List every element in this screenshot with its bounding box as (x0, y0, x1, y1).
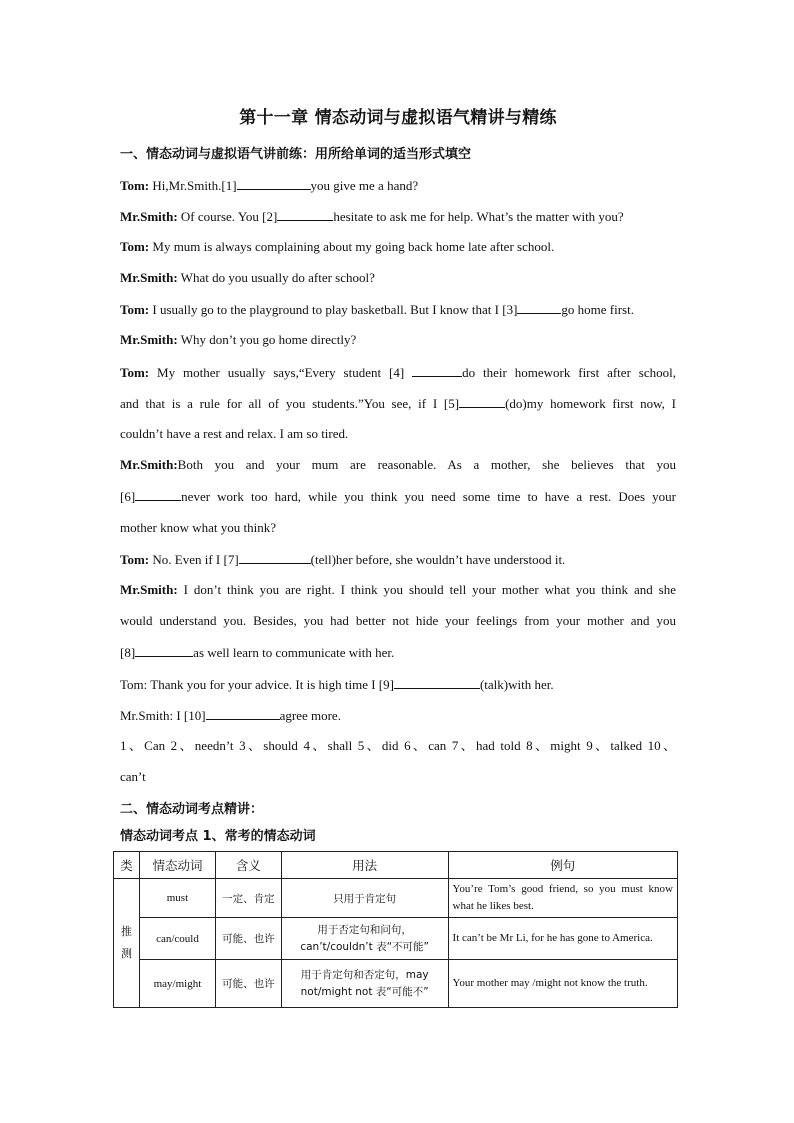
table-row (114, 879, 678, 918)
dialogue-line: Tom: No. Even if I [7] (tell)her before, she wouldn’t have understood it. (120, 552, 566, 567)
header-category: 类 (114, 852, 140, 879)
speaker: Tom: (120, 365, 150, 380)
usage-cell: 用于肯定句和否定句，may not/might not 表“可能不” (281, 960, 448, 1008)
chapter-title: 第十一章 情态动词与虚拟语气精讲与精练 (239, 108, 557, 128)
blank-7[interactable] (239, 550, 311, 564)
blank-4[interactable] (412, 363, 462, 377)
dialogue-line: Mr.Smith: I [10] agree more. (120, 708, 341, 723)
dialogue-line: mother know what you think? (120, 520, 276, 535)
speaker: Mr.Smith: (120, 332, 178, 347)
subsection-heading: 情态动词考点 1、常考的情态动词 (120, 829, 316, 844)
speaker: Mr.Smith: (120, 270, 178, 285)
example-cell: You’re Tom’s good friend, so you must know what he likes best. (448, 879, 677, 918)
speaker: Tom: (120, 239, 150, 254)
dialogue-line: Mr.Smith: Why don’t you go home directly? (120, 332, 357, 347)
dialogue-line: couldn’t have a rest and relax. I am so tired. (120, 426, 349, 441)
table-header-row (114, 852, 678, 879)
blank-5[interactable] (459, 394, 505, 408)
meaning-cell: 可能、也许 (215, 960, 281, 1008)
dialogue-line: Tom: My mum is always complaining about my going back home late after school. (120, 239, 555, 254)
usage-cell: 只用于肯定句 (281, 879, 448, 918)
meaning-cell: 一定、肯定 (215, 879, 281, 918)
dialogue-line: Mr.Smith: I don’t think you are right. I think you should tell your mother what you think and she (120, 582, 676, 597)
speaker: Tom: (120, 178, 150, 193)
dialogue-line: would understand you. Besides, you had better not hide your feelings from your mother and you (120, 613, 676, 628)
header-example: 例句 (448, 852, 677, 879)
speaker: Mr.Smith: (120, 582, 178, 597)
dialogue-line: Mr.Smith: What do you usually do after school? (120, 270, 375, 285)
section2-heading: 二、情态动词考点精讲： (120, 802, 264, 817)
blank-10[interactable] (206, 706, 280, 720)
header-meaning: 含义 (215, 852, 281, 879)
section1-heading: 一、情态动词与虚拟语气讲前练：用所给单词的适当形式填空 (120, 147, 472, 162)
dialogue-line: Mr.Smith: Of course. You [2] hesitate to ask me for help. What’s the matter with you? (120, 209, 624, 224)
answer-key-continued: can’t (120, 769, 146, 784)
verb-cell: must (139, 879, 215, 918)
speaker: Tom: (120, 552, 150, 567)
speaker: Tom: (120, 302, 150, 317)
dialogue-line: [6] never work too hard, while you think you need some time to have a rest. Does your (120, 489, 676, 504)
blank-6[interactable] (135, 487, 181, 501)
modal-verbs-table (113, 851, 678, 1008)
blank-9[interactable] (394, 675, 480, 689)
speaker: Mr.Smith: (120, 209, 178, 224)
table-row (114, 960, 678, 1008)
answer-key: 1、Can 2、needn’t 3、should 4、shall 5、did 6、can 7、had told 8、might 9、talked 10、 (120, 738, 676, 753)
blank-8[interactable] (135, 643, 193, 657)
example-cell: It can’t be Mr Li, for he has gone to America. (448, 918, 677, 960)
speaker: Mr.Smith: (120, 457, 178, 472)
example-cell: Your mother may /might not know the truth. (448, 960, 677, 1008)
dialogue-line: and that is a rule for all of you students.”You see, if I [5] (do)my homework first now, I (120, 396, 676, 411)
dialogue-line: Tom: My mother usually says,“Every student [4] do their homework first after school, (120, 365, 676, 380)
dialogue-line: Tom: Hi,Mr.Smith.[1] you give me a hand? (120, 178, 419, 193)
dialogue-line: Tom: I usually go to the playground to play basketball. But I know that I [3] go home first. (120, 302, 634, 317)
blank-3[interactable] (517, 300, 561, 314)
dialogue-line: Mr.Smith:Both you and your mum are reasonable. As a mother, she believes that you (120, 457, 676, 472)
header-verb: 情态动词 (139, 852, 215, 879)
table-row (114, 918, 678, 960)
blank-1[interactable] (237, 176, 311, 190)
meaning-cell: 可能、也许 (215, 918, 281, 960)
dialogue-line: Tom: Thank you for your advice. It is high time I [9] (talk)with her. (120, 677, 554, 692)
dialogue-line: [8] as well learn to communicate with her. (120, 645, 395, 660)
verb-cell: may/might (139, 960, 215, 1008)
usage-cell: 用于否定句和问句，can’t/couldn’t 表“不可能” (281, 918, 448, 960)
header-usage: 用法 (281, 852, 448, 879)
verb-cell: can/could (139, 918, 215, 960)
category-cell: 推测 (114, 879, 140, 1008)
blank-2[interactable] (277, 207, 333, 221)
